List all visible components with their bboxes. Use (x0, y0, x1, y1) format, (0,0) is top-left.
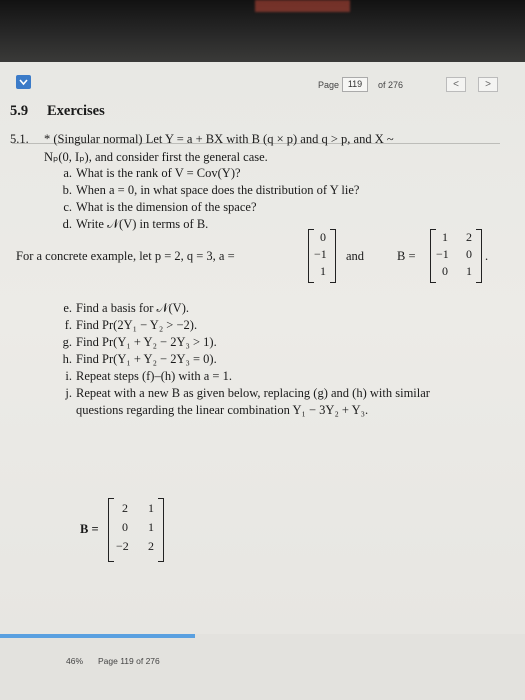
period: . (485, 249, 489, 263)
part-text: questions regarding the linear combination Y₁ − 3Y₂ + Y₃. (76, 403, 369, 417)
part-letter: j. (65, 386, 72, 400)
matrix-entry: 1 (442, 230, 448, 244)
part-text: Find Pr(Y₁ + Y₂ − 2Y₃ = 0). (76, 352, 217, 366)
b-new-matrix (108, 498, 164, 560)
part-letter: h. (62, 352, 72, 366)
matrix-entry: 0 (466, 247, 472, 261)
screen-bezel (0, 0, 525, 62)
bracket (476, 229, 482, 283)
page-total: of 276 (378, 80, 404, 90)
bracket (330, 229, 336, 283)
b-equals-label: B = (397, 249, 416, 263)
part-letter: d. (62, 217, 72, 231)
b-matrix (430, 229, 482, 281)
concrete-example-intro: For a concrete example, let p = 2, q = 3, a = (16, 249, 235, 263)
part-letter: e. (63, 301, 72, 315)
vector-entry: −1 (314, 247, 327, 261)
status-page-indicator: Page 119 of 276 (98, 656, 160, 666)
status-bar (0, 634, 525, 700)
previous-page-button[interactable]: < (446, 77, 466, 92)
part-text: Find Pr(2Y₁ − Y₂ > −2). (76, 318, 198, 332)
bracket (108, 498, 114, 562)
a-vector (308, 229, 336, 281)
b-new-label: B = (80, 522, 99, 536)
matrix-entry: 2 (148, 539, 154, 553)
zoom-level[interactable]: 46% (66, 656, 84, 666)
page-number-input[interactable]: 119 (342, 77, 368, 92)
part-letter: a. (63, 166, 72, 180)
viewer-toolbar (0, 62, 525, 104)
part-letter: f. (64, 318, 72, 332)
part-letter: i. (65, 369, 72, 383)
matrix-entry: 1 (148, 501, 154, 515)
part-text: What is the rank of V = Cov(Y)? (76, 166, 241, 180)
page-label: Page (318, 80, 340, 90)
reading-progress-bar (0, 634, 195, 638)
part-text: When a = 0, in what space does the distribution of Y lie? (76, 183, 360, 197)
bracket (158, 498, 164, 562)
exercise-number: 5.1. (10, 132, 29, 146)
matrix-entry: 2 (122, 501, 128, 515)
screen-glare (255, 0, 350, 12)
part-text: Repeat steps (f)–(h) with a = 1. (76, 369, 232, 383)
part-text: Repeat with a new B as given below, replacing (g) and (h) with similar (76, 386, 430, 400)
matrix-entry: −1 (436, 247, 449, 261)
part-letter: g. (62, 335, 72, 349)
matrix-entry: 0 (122, 520, 128, 534)
part-text: Find a basis for 𝒩(V). (76, 301, 190, 315)
next-page-button[interactable]: > (478, 77, 498, 92)
matrix-entry: 2 (466, 230, 472, 244)
matrix-entry: −2 (116, 539, 129, 553)
matrix-entry: 1 (466, 264, 472, 278)
exercise-text-line: Nₚ(0, Iₚ), and consider first the general case. (44, 150, 268, 164)
vector-entry: 1 (320, 264, 326, 278)
part-text: Find Pr(Y₁ + Y₂ − 2Y₃ > 1). (76, 335, 217, 349)
part-text: What is the dimension of the space? (76, 200, 257, 214)
app-menu-icon[interactable] (16, 75, 31, 89)
exercise-text-line: * (Singular normal) Let Y = a + BX with B (q × p) and q > p, and X ~ (44, 132, 394, 146)
section-title: Exercises (47, 103, 105, 119)
vector-entry: 0 (320, 230, 326, 244)
part-letter: c. (63, 200, 72, 214)
section-number: 5.9 (10, 103, 29, 119)
matrix-entry: 1 (148, 520, 154, 534)
part-letter: b. (62, 183, 72, 197)
matrix-entry: 0 (442, 264, 448, 278)
and-label: and (346, 249, 365, 263)
part-text: Write 𝒩(V) in terms of B. (76, 217, 209, 231)
